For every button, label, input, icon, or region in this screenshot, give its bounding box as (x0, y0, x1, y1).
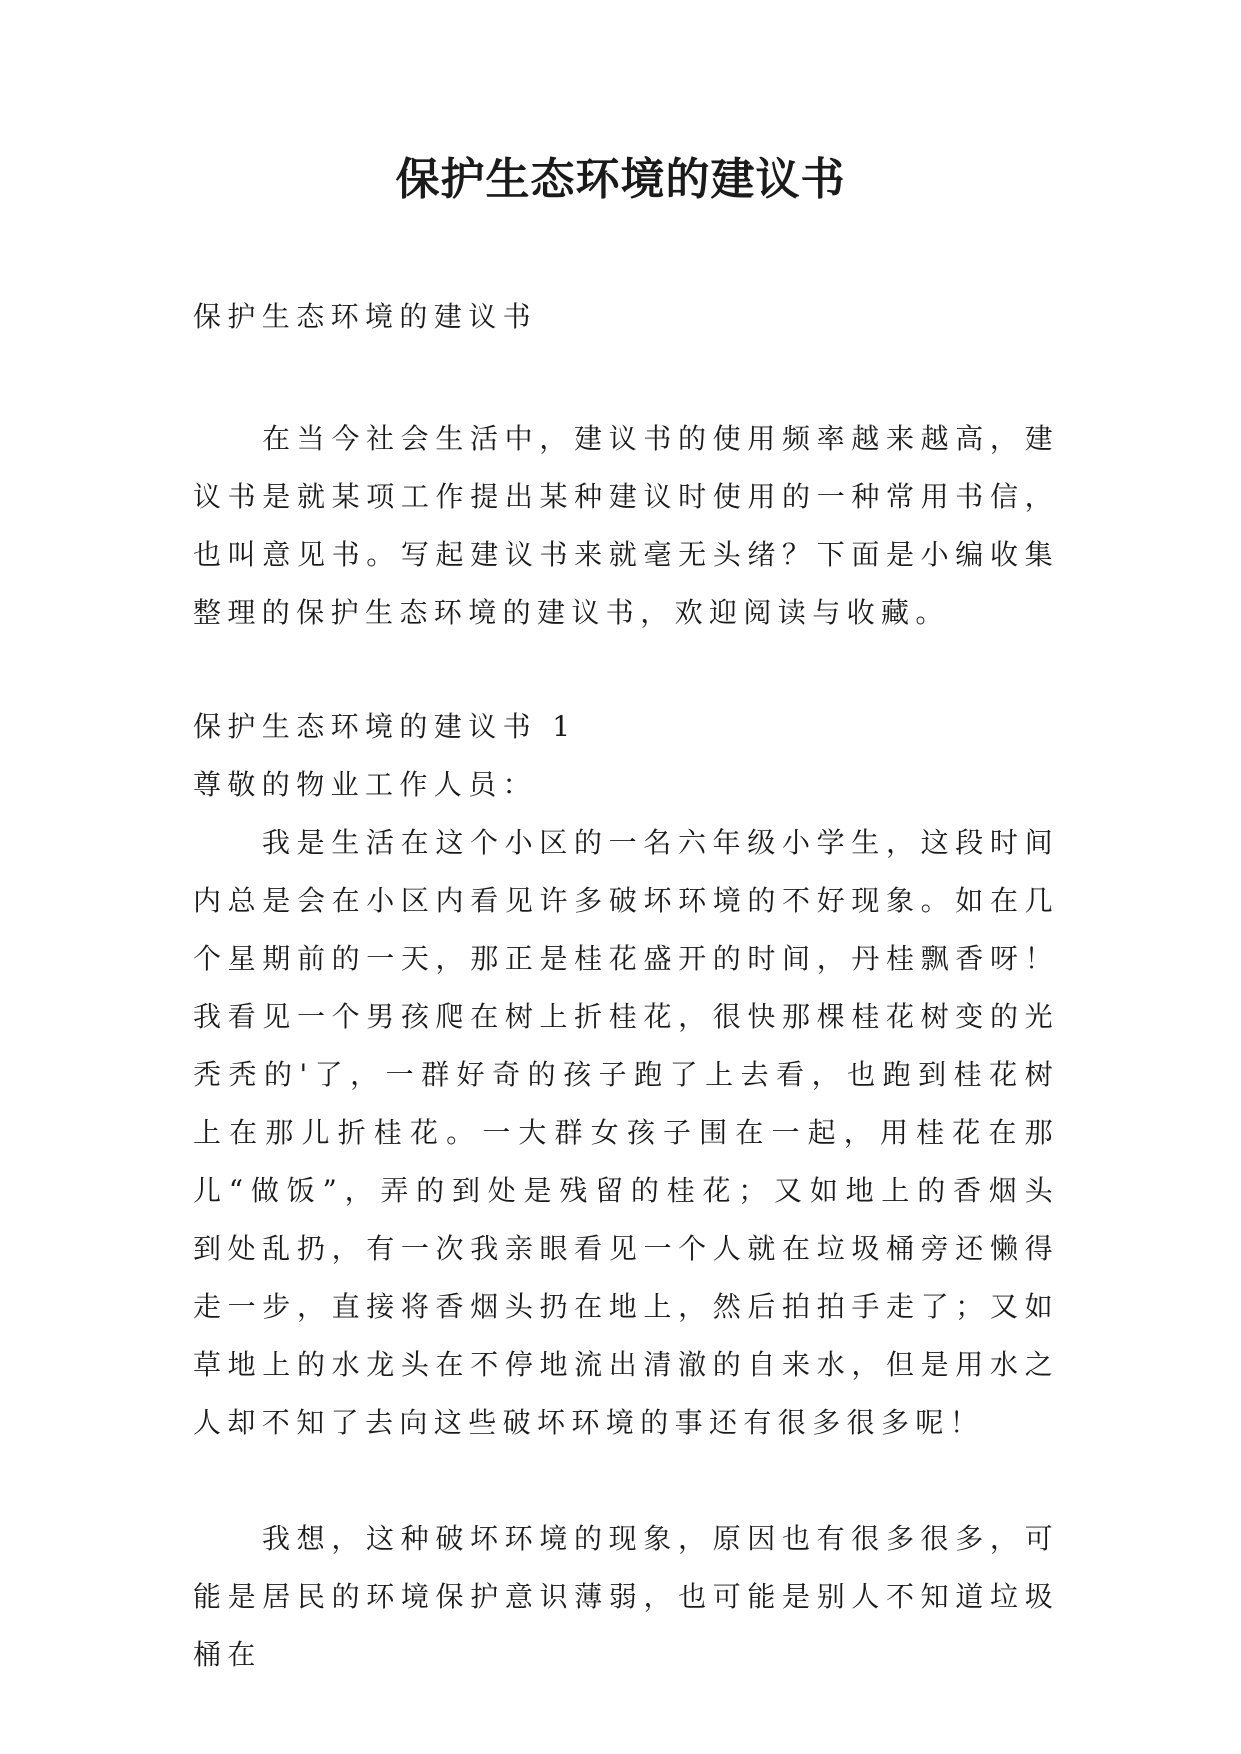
body-paragraph-1: 我是生活在这个小区的一名六年级小学生，这段时间内总是会在小区内看见许多破坏环境的不好现象。如在几个星期前的一天，那正是桂花盛开的时间，丹桂飘香呀！我看见一个男孩爬在树上折桂花，很快那棵桂花树变的光秃秃的'了，一群好奇的孩子跑了上去看，也跑到桂花树上在那儿折桂花。一大群女孩子围在一起，用桂花在那儿“做饭”，弄的到处是残留的桂花；又如地上的香烟头到处乱扔，有一次我亲眼看见一个人就在垃圾桶旁还懒得走一步，直接将香烟头扔在地上，然后拍拍手走了；又如草地上的水龙头在不停地流出清澈的自来水，但是用水之人却不知了去向这些破坏环境的事还有很多很多呢！ (193, 826, 1059, 1439)
intro-paragraph: 在当今社会生活中，建议书的使用频率越来越高，建议书是就某项工作提出某种建议时使用的一种常用书信，也叫意见书。写起建议书来就毫无头绪？下面是小编收集整理的保护生态环境的建议书，欢迎阅读与收藏。 (193, 422, 1059, 629)
section-heading: 保护生态环境的建议书 1 (193, 710, 577, 743)
document-subtitle: 保护生态环境的建议书 (193, 300, 538, 333)
document-title: 保护生态环境的建议书 (395, 154, 846, 205)
body-paragraph-2: 我想，这种破坏环境的现象，原因也有很多很多，可能是居民的环境保护意识薄弱，也可能是别人不知道垃圾桶在 (193, 1522, 1059, 1671)
salutation: 尊敬的物业工作人员： (193, 768, 538, 801)
